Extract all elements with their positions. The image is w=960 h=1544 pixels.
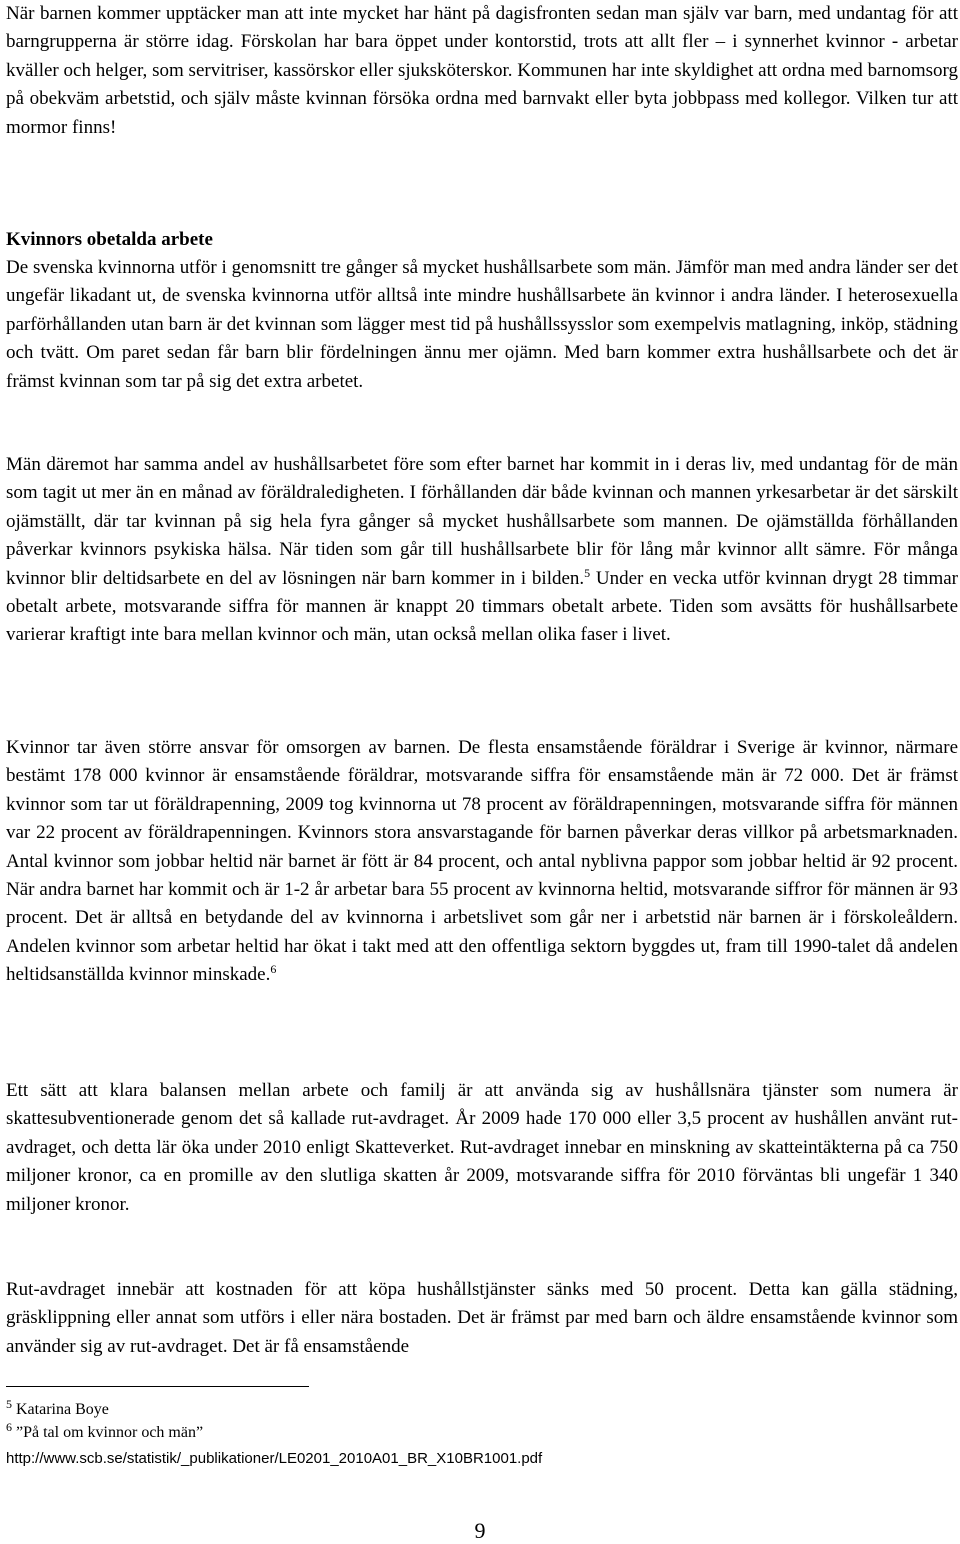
footnote-ref-6: 6 xyxy=(270,962,277,977)
footnote-number: 6 xyxy=(6,1420,12,1434)
page-number: 9 xyxy=(474,1518,486,1543)
footnote-5 xyxy=(6,1397,109,1420)
paragraph-rut-deduction: Ett sätt att klara balansen mellan arbete och familj är att använda sig av hushållsnära tjänster som numera är skattesubventionerade genom det så kallade rut-avdraget. År 2009 hade 170 000 eller 3,5 procent av hushållen använt rut-avdraget, och detta lär öka under 2010 enligt Skatteverket. Rut-avdraget innebar en minskning av skatteintäkterna på ca 750 miljoner kronor, ca en promille av den slutliga skatten år 2009, motsvarande siffra för 2010 förväntas bli ungefär 1 340 miljoner kronor. xyxy=(6,1080,958,1215)
paragraph-rut-cost: Rut-avdraget innebär att kostnaden för att köpa hushållstjänster sänks med 50 procent. Detta kan gälla städning, gräsklippning eller annat som utförs i eller nära bostaden. Det är främst par med barn och äldre ensamstående kvinnor som använder sig av rut-avdraget. Det är få ensamstående xyxy=(6,1279,958,1357)
paragraph-housework: De svenska kvinnorna utför i genomsnitt tre gånger så mycket hushållsarbete som män. Jämför man med andra länder ser det ungefär likadant ut, de svenska kvinnorna utför alltså inte mindre hushållsarbete än kvinnor i andra länder. I heterosexuella parförhållanden utan barn är det kvinnan som lägger mest tid på hushållssysslor som exempelvis matlagning, inköp, städning och tvätt. Om paret sedan får barn blir fördelningen ännu mer ojämn. Med barn kommer extra hushållsarbete och det är främst kvinnan som tar på sig det extra arbetet. xyxy=(6,257,958,392)
paragraph-childcare-responsibility xyxy=(6,734,958,990)
footnote-text: Katarina Boye xyxy=(12,1401,109,1418)
footnote-text: ”På tal om kvinnor och män” xyxy=(12,1424,204,1441)
footnote-divider xyxy=(6,1386,309,1387)
paragraph-men-housework xyxy=(6,451,958,650)
paragraph-text: Kvinnor tar även större ansvar för omsorgen av barnen. De flesta ensamstående föräldrar i Sverige är kvinnor, närmare bestämt 178 000 kvinnor är ensamstående föräldrar, motsvarande siffra för ensamstående män är 72 000. Det är främst kvinnor som tar ut föräldrapenning, 2009 tog kvinnorna ut 78 procent av föräldrapenningen, motsvarande siffra för männen var 22 procent av föräldrapenningen. Kvinnors stora ansvarstagande för barnen påverkar deras villkor på arbetsmarknaden. Antal kvinnor som jobbar heltid när barnet är fött är 84 procent, och antal nyblivna pappor som jobbar heltid är 92 procent. När andra barnet har kommit och är 1-2 år arbetar bara 55 procent av kvinnorna heltid, motsvarande siffror för männen är 93 procent. Det är alltså en betydande del av kvinnorna i arbetslivet som går ner i arbetstid när barnen är i förskoleåldern. Andelen kvinnor som arbetar heltid har ökat i takt med att den offentliga sektorn byggdes ut, fram till 1990-talet då andelen heltidsanställda kvinnor minskade. xyxy=(6,737,958,986)
footnote-ref-5: 5 xyxy=(584,565,591,580)
footnote-number: 5 xyxy=(6,1397,12,1411)
paragraph-text: Män däremot har samma andel av hushållsarbetet före som efter barnet har kommit in i deras liv, med undantag för de män som tagit ut mer än en månad av föräldraledigheten. I förhållanden där både kvinnan och mannen yrkesarbetar är det särskilt ojämställt, där tar kvinnan på sig hela fyra gånger så mycket hushållsarbete som mannen. De ojämställda förhållanden påverkar kvinnors psykiska hälsa. När tiden som går till hushållsarbete blir för lång mår kvinnor allt sämre. För många kvinnor blir deltidsarbete en del av lösningen när barn kommer in i bilden. xyxy=(6,454,958,589)
paragraph-text-continued: Under en vecka utför kvinnan drygt 28 timmar obetalt arbete, motsvarande siffra för mannen är knappt 20 timmars obetalt arbete. Tiden som avsätts för hushållsarbete varierar kraftigt inte bara mellan kvinnor och män, utan också mellan olika faser i livet. xyxy=(6,567,958,646)
footnote-6 xyxy=(6,1420,204,1443)
footnote-url[interactable]: http://www.scb.se/statistik/_publikationer/LE0201_2010A01_BR_X10BR1001.pdf xyxy=(6,1450,543,1467)
section-heading: Kvinnors obetalda arbete xyxy=(6,229,213,250)
paragraph-childcare: När barnen kommer upptäcker man att inte mycket har hänt på dagisfronten sedan man själv var barn, med undantag för att barngrupperna är större idag. Förskolan har bara öppet under kontorstid, trots att allt fler – i synnerhet kvinnor - arbetar kväller och helger, som servitriser, kassörskor eller sjuksköterskor. Kommunen har inte skyldighet att ordna med barnomsorg på obekväm arbetstid, och själv måste kvinnan försöka ordna med barnvakt eller byta jobbpass med kollegor. Vilken tur att mormor finns! xyxy=(6,3,958,138)
